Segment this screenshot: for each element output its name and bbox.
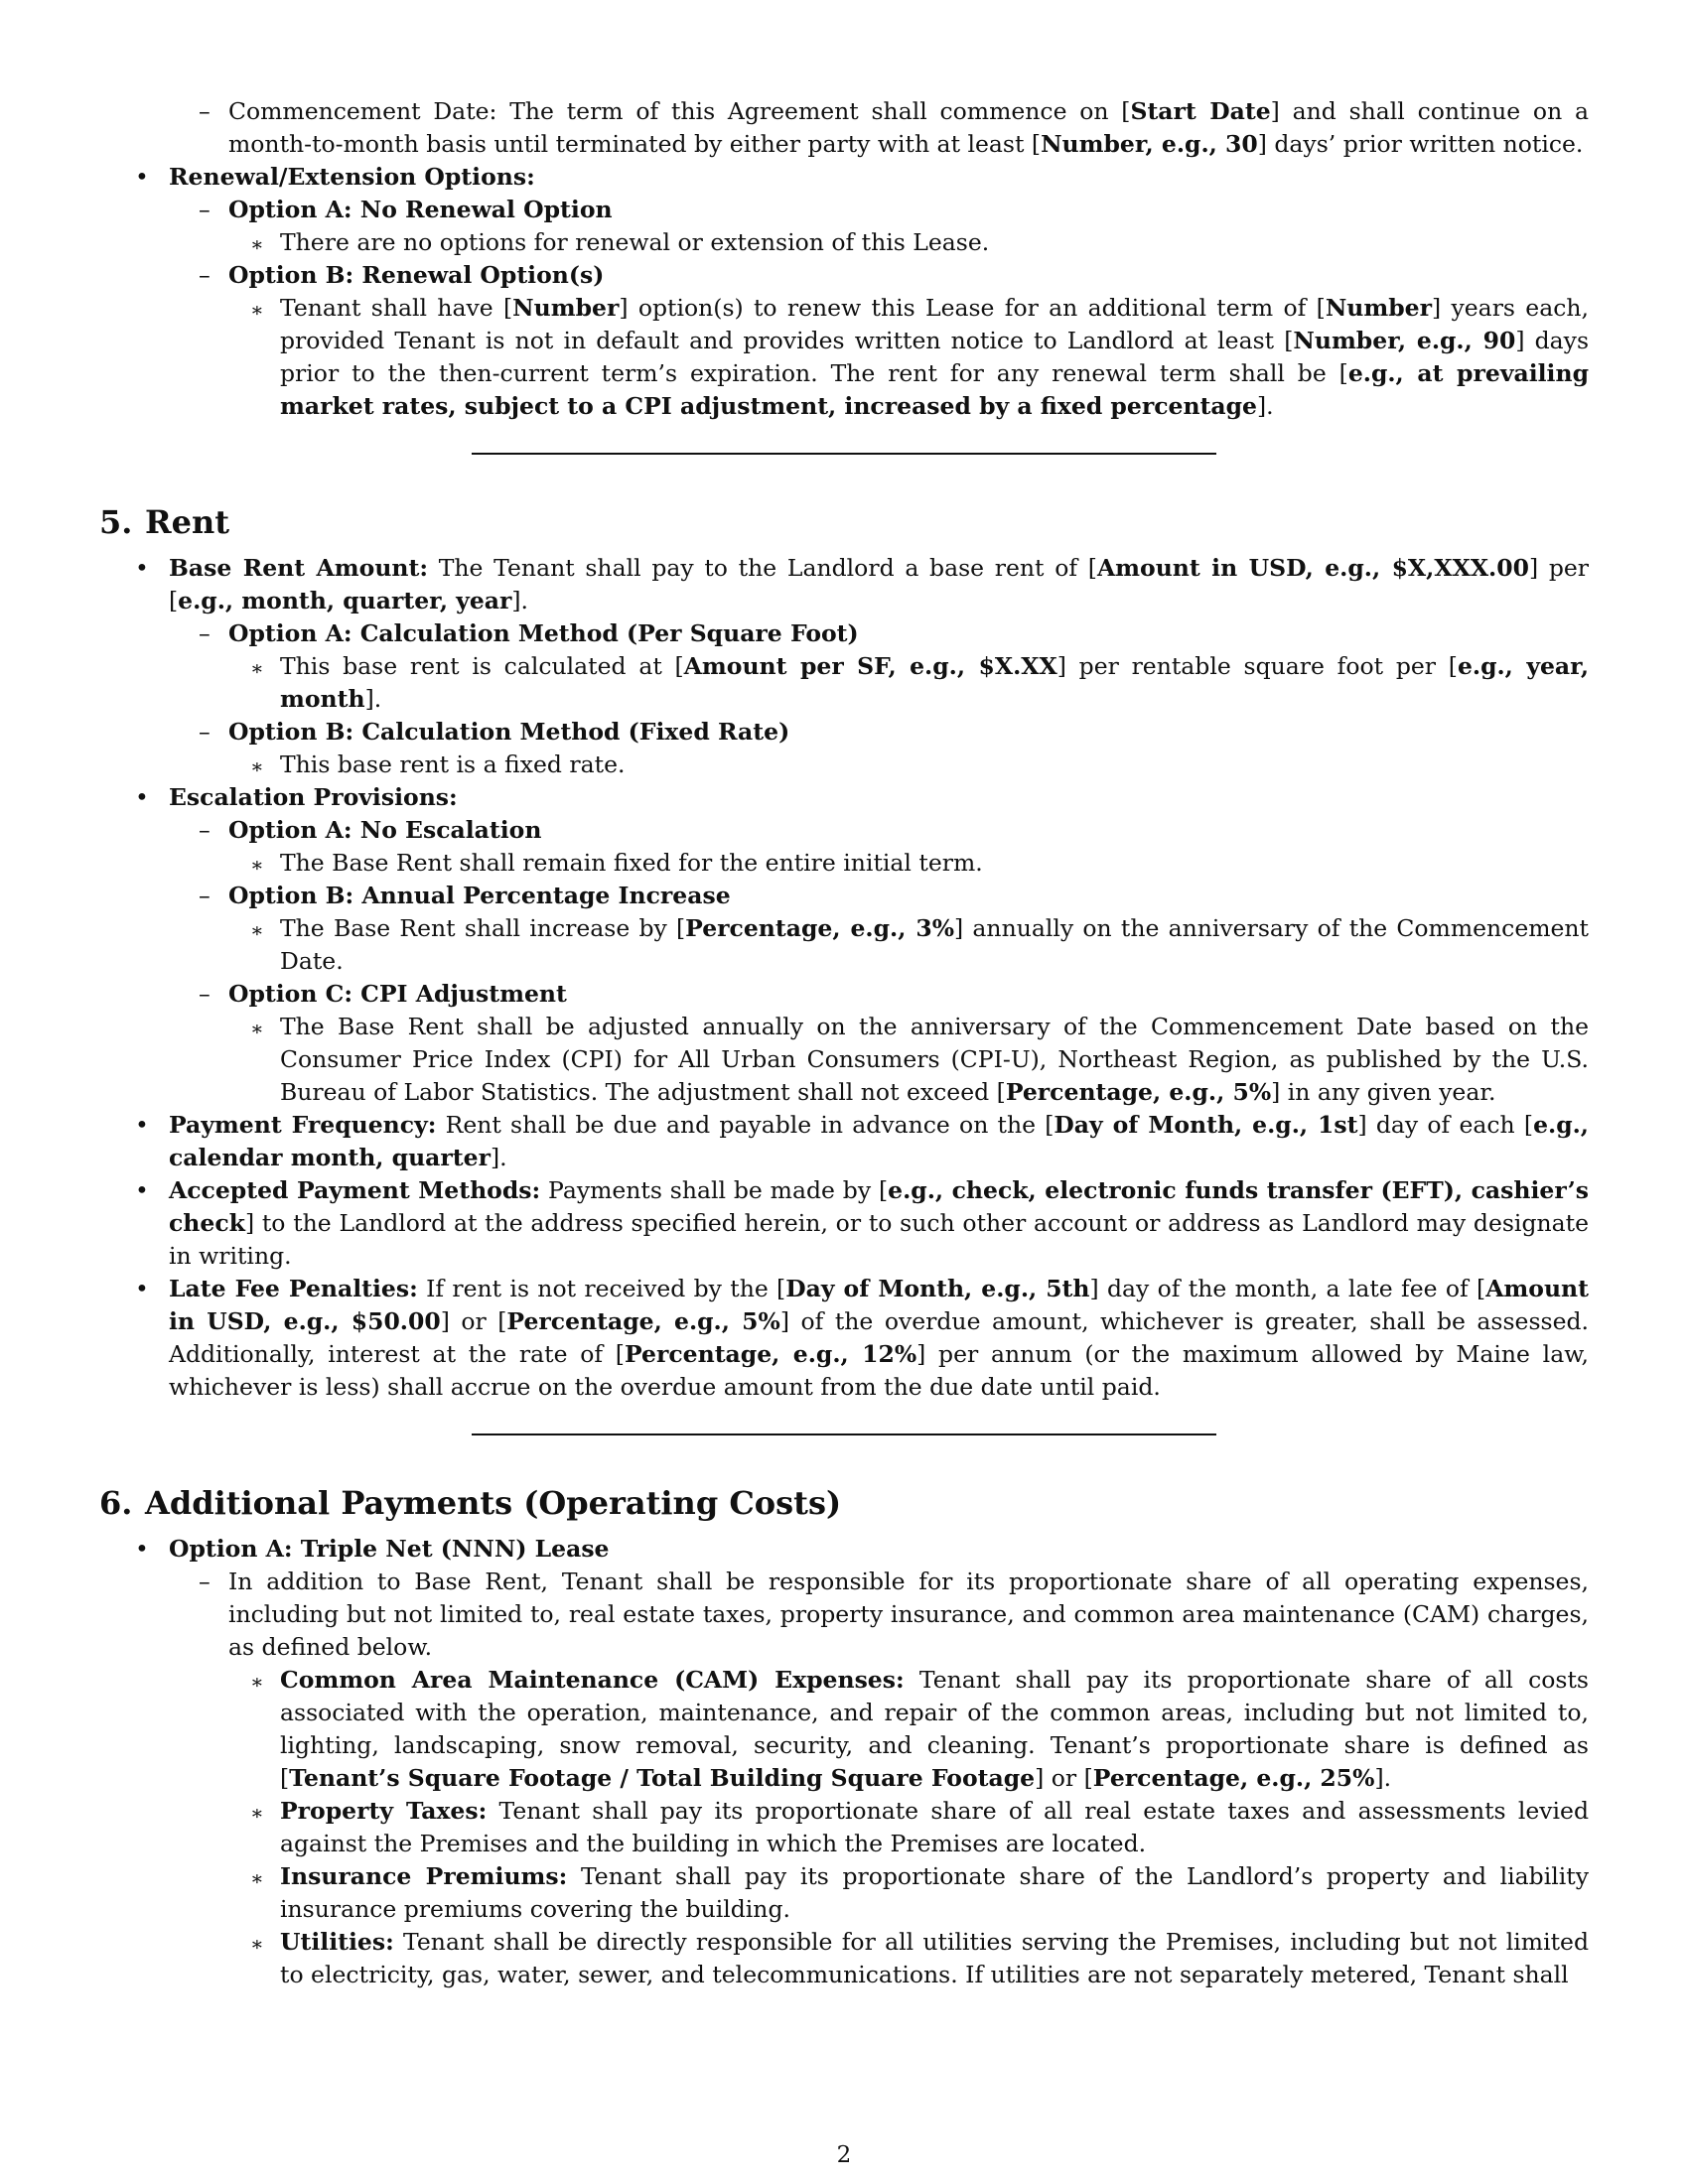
text-segment: ] years each, provided Tenant is not in default and provides written notice to Landlord at least [ xyxy=(280,294,1589,354)
section-6-heading xyxy=(99,1483,1589,1523)
star-marker: ∗ xyxy=(250,232,264,256)
renewal-options-label: Renewal/Extension Options: xyxy=(169,163,535,191)
base-rent-text xyxy=(169,552,1589,617)
text-segment: ]. xyxy=(1257,392,1274,420)
property-taxes-text xyxy=(280,1795,1589,1860)
section-divider xyxy=(472,1433,1216,1435)
text-segment: In addition to Base Rent, Tenant shall be responsible for its proportionate share of all operating expenses, including but not limited to, real estate taxes, property insurance, and common area maintenance (CAM) charges, as defined below. xyxy=(228,1568,1589,1661)
bold-text-segment: Tenant’s Square Footage / Total Building Square Footage xyxy=(289,1764,1036,1792)
dash-marker: – xyxy=(199,816,211,844)
bullet-marker: • xyxy=(135,554,149,582)
star-marker: ∗ xyxy=(250,853,264,877)
page-number: 2 xyxy=(836,2142,852,2168)
escalation-option-b xyxy=(99,880,1589,912)
bold-text-segment: Insurance Premiums: xyxy=(280,1862,568,1890)
text-segment: ] to the Landlord at the address specified herein, or to such other account or address as Landlord may designate in writing. xyxy=(169,1209,1589,1270)
text-segment: ] or [ xyxy=(1035,1764,1093,1792)
renewal-option-b-text xyxy=(280,292,1589,423)
property-taxes-item xyxy=(99,1795,1589,1860)
text-segment: ] or [ xyxy=(440,1307,507,1335)
text-segment: ] days prior to the then-current term’s expiration. The rent for any renewal term shall be [ xyxy=(280,327,1589,387)
bold-text-segment: Start Date xyxy=(1130,97,1271,125)
dash-marker: – xyxy=(199,261,211,289)
commencement-item xyxy=(99,95,1589,161)
insurance-text xyxy=(280,1860,1589,1926)
calc-option-a-title: Option A: Calculation Method (Per Square Foot) xyxy=(228,619,859,647)
text-segment: Tenant shall pay its proportionate share of all costs associated with the operation, maintenance, and repair of the common areas, including but not limited to, lighting, landscaping, snow removal, security, and cleaning. Tenant’s proportionate share is defined as [ xyxy=(280,1666,1589,1792)
text-segment: ] annually on the anniversary of the Commencement Date. xyxy=(280,914,1589,975)
renewal-option-a-title: Option A: No Renewal Option xyxy=(228,196,613,223)
calc-option-b-text xyxy=(280,749,1589,781)
utilities-item xyxy=(99,1926,1589,1991)
bullet-marker: • xyxy=(135,1535,149,1563)
bold-text-segment: e.g., calendar month, quarter xyxy=(169,1111,1589,1171)
bold-text-segment: Percentage, e.g., 12% xyxy=(624,1340,917,1368)
text-segment: ] in any given year. xyxy=(1271,1078,1496,1106)
bold-text-segment: Day of Month, e.g., 5th xyxy=(785,1275,1090,1302)
text-segment: If rent is not received by the [ xyxy=(417,1275,786,1302)
bold-text-segment: Number xyxy=(512,294,620,322)
commencement-text xyxy=(228,95,1589,161)
bullet-marker: • xyxy=(135,1176,149,1204)
renewal-option-b-detail xyxy=(99,292,1589,423)
text-segment: The Base Rent shall be adjusted annually on the anniversary of the Commencement Date based on the Consumer Price Index (CPI) for All Urban Consumers (CPI-U), Northeast Region, as published by the U.S. Bureau of Labor Statistics. The adjustment shall not exceed [ xyxy=(280,1013,1589,1106)
late-fee-item xyxy=(99,1273,1589,1404)
text-segment: ] days’ prior written notice. xyxy=(1257,130,1584,158)
escalation-option-c-title: Option C: CPI Adjustment xyxy=(228,980,567,1008)
payment-methods-text xyxy=(169,1174,1589,1273)
dash-marker: – xyxy=(199,1568,211,1595)
cam-text xyxy=(280,1664,1589,1795)
text-segment: ] per rentable square foot per [ xyxy=(1056,652,1458,680)
section-5-title: Rent xyxy=(145,503,229,541)
star-marker: ∗ xyxy=(250,1932,264,1956)
text-segment: Tenant shall have [ xyxy=(280,294,513,322)
escalation-option-c xyxy=(99,978,1589,1011)
bold-text-segment: Percentage, e.g., 5% xyxy=(506,1307,780,1335)
calc-option-a-detail xyxy=(99,650,1589,716)
star-marker: ∗ xyxy=(250,1017,264,1040)
bold-text-segment: Payment Frequency: xyxy=(169,1111,437,1139)
bold-text-segment: Percentage, e.g., 25% xyxy=(1092,1764,1375,1792)
renewal-option-a-detail xyxy=(99,226,1589,259)
text-segment: ] day of the month, a late fee of [ xyxy=(1089,1275,1486,1302)
text-segment: ] and shall continue on a month-to-month basis until terminated by either party with at least [ xyxy=(228,97,1589,158)
nnn-option-item xyxy=(99,1533,1589,1566)
text-segment: The Base Rent shall increase by [ xyxy=(280,914,686,942)
text-segment: ]. xyxy=(364,685,382,713)
document-page xyxy=(99,95,1589,1991)
calc-option-b-title: Option B: Calculation Method (Fixed Rate) xyxy=(228,718,790,746)
calc-option-a-text xyxy=(280,650,1589,716)
nnn-option-title: Option A: Triple Net (NNN) Lease xyxy=(169,1535,610,1563)
escalation-label: Escalation Provisions: xyxy=(169,783,458,811)
star-marker: ∗ xyxy=(250,754,264,778)
bold-text-segment: Property Taxes: xyxy=(280,1797,488,1825)
bold-text-segment: Day of Month, e.g., 1st xyxy=(1054,1111,1358,1139)
renewal-option-b-title: Option B: Renewal Option(s) xyxy=(228,261,605,289)
escalation-option-a-title: Option A: No Escalation xyxy=(228,816,542,844)
bold-text-segment: Amount per SF, e.g., $X.XX xyxy=(683,652,1057,680)
bullet-marker: • xyxy=(135,1275,149,1302)
escalation-option-a-text xyxy=(280,847,1589,880)
star-marker: ∗ xyxy=(250,1670,264,1694)
bold-text-segment: e.g., at prevailing market rates, subject to a CPI adjustment, increased by a fixed percentage xyxy=(280,359,1590,420)
section-divider xyxy=(472,453,1216,455)
section-6-number: 6. xyxy=(99,1484,133,1522)
base-rent-item xyxy=(99,552,1589,617)
renewal-option-b xyxy=(99,259,1589,292)
star-marker: ∗ xyxy=(250,1866,264,1890)
bold-text-segment: Number, e.g., 30 xyxy=(1041,130,1258,158)
text-segment: Tenant shall pay its proportionate share of the Landlord’s property and liability insurance premiums covering the building. xyxy=(280,1862,1589,1923)
bold-text-segment: Late Fee Penalties: xyxy=(169,1275,418,1302)
section-6-title: Additional Payments (Operating Costs) xyxy=(145,1484,842,1522)
renewal-option-a xyxy=(99,194,1589,226)
text-segment: ]. xyxy=(1374,1764,1392,1792)
nnn-intro-text xyxy=(228,1566,1589,1664)
nnn-intro-item xyxy=(99,1566,1589,1664)
text-segment: The Base Rent shall remain fixed for the entire initial term. xyxy=(280,849,983,877)
bold-text-segment: Percentage, e.g., 5% xyxy=(1005,1078,1272,1106)
text-segment: The Tenant shall pay to the Landlord a base rent of [ xyxy=(428,554,1097,582)
star-marker: ∗ xyxy=(250,1801,264,1825)
bullet-marker: • xyxy=(135,783,149,811)
renewal-option-a-text xyxy=(280,226,1589,259)
star-marker: ∗ xyxy=(250,298,264,322)
text-segment: ] of the overdue amount, whichever is greater, shall be assessed. Additionally, interest at the rate of [ xyxy=(169,1307,1589,1368)
escalation-option-a xyxy=(99,814,1589,847)
cam-item xyxy=(99,1664,1589,1795)
bullet-marker: • xyxy=(135,163,149,191)
text-segment: Commencement Date: The term of this Agreement shall commence on [ xyxy=(228,97,1131,125)
escalation-option-b-title: Option B: Annual Percentage Increase xyxy=(228,882,731,909)
bold-text-segment: Number, e.g., 90 xyxy=(1293,327,1516,354)
text-segment: ] per [ xyxy=(169,554,1590,614)
bold-text-segment: Amount in USD, e.g., $X,XXX.00 xyxy=(1096,554,1529,582)
renewal-options-item xyxy=(99,161,1589,194)
star-marker: ∗ xyxy=(250,656,264,680)
bold-text-segment: e.g., month, quarter, year xyxy=(178,587,512,614)
star-marker: ∗ xyxy=(250,918,264,942)
bold-text-segment: Percentage, e.g., 3% xyxy=(685,914,955,942)
escalation-option-a-detail xyxy=(99,847,1589,880)
bold-text-segment: e.g., year, month xyxy=(280,652,1590,713)
escalation-option-b-text xyxy=(280,912,1589,978)
bold-text-segment: Utilities: xyxy=(280,1928,394,1956)
dash-marker: – xyxy=(199,980,211,1008)
escalation-item xyxy=(99,781,1589,814)
text-segment: Payments shall be made by [ xyxy=(540,1176,889,1204)
text-segment: ]. xyxy=(490,1144,507,1171)
text-segment: This base rent is a fixed rate. xyxy=(280,751,626,778)
escalation-option-c-detail xyxy=(99,1011,1589,1109)
bold-text-segment: Amount in USD, e.g., $50.00 xyxy=(169,1275,1589,1335)
payment-frequency-item xyxy=(99,1109,1589,1174)
bold-text-segment: Number xyxy=(1325,294,1433,322)
bold-text-segment: Accepted Payment Methods: xyxy=(169,1176,541,1204)
dash-marker: – xyxy=(199,196,211,223)
text-segment: ]. xyxy=(511,587,529,614)
payment-methods-item xyxy=(99,1174,1589,1273)
calc-option-a xyxy=(99,617,1589,650)
payment-frequency-text xyxy=(169,1109,1589,1174)
text-segment: There are no options for renewal or extension of this Lease. xyxy=(280,228,990,256)
text-segment: ] day of each [ xyxy=(1357,1111,1534,1139)
bold-text-segment: e.g., check, electronic funds transfer (EFT), cashier’s check xyxy=(169,1176,1589,1237)
dash-marker: – xyxy=(199,882,211,909)
late-fee-text xyxy=(169,1273,1589,1404)
bold-text-segment: Base Rent Amount: xyxy=(169,554,429,582)
text-segment: Tenant shall pay its proportionate share of all real estate taxes and assessments levied against the Premises and the building in which the Premises are located. xyxy=(280,1797,1589,1857)
section-5-number: 5. xyxy=(99,503,133,541)
calc-option-b xyxy=(99,716,1589,749)
text-segment: This base rent is calculated at [ xyxy=(280,652,684,680)
utilities-text xyxy=(280,1926,1589,1991)
dash-marker: – xyxy=(199,718,211,746)
text-segment: Tenant shall be directly responsible for all utilities serving the Premises, including but not limited to electricity, gas, water, sewer, and telecommunications. If utilities are not separately metered, Tenant shall xyxy=(280,1928,1589,1988)
dash-marker: – xyxy=(199,619,211,647)
insurance-item xyxy=(99,1860,1589,1926)
bold-text-segment: Common Area Maintenance (CAM) Expenses: xyxy=(280,1666,905,1694)
text-segment: ] option(s) to renew this Lease for an additional term of [ xyxy=(619,294,1326,322)
escalation-option-c-text xyxy=(280,1011,1589,1109)
dash-marker: – xyxy=(199,97,211,125)
calc-option-b-detail xyxy=(99,749,1589,781)
escalation-option-b-detail xyxy=(99,912,1589,978)
bullet-marker: • xyxy=(135,1111,149,1139)
text-segment: ] per annum (or the maximum allowed by Maine law, whichever is less) shall accrue on the overdue amount from the due date until paid. xyxy=(169,1340,1590,1401)
section-5-heading xyxy=(99,502,1589,542)
text-segment: Rent shall be due and payable in advance on the [ xyxy=(436,1111,1055,1139)
